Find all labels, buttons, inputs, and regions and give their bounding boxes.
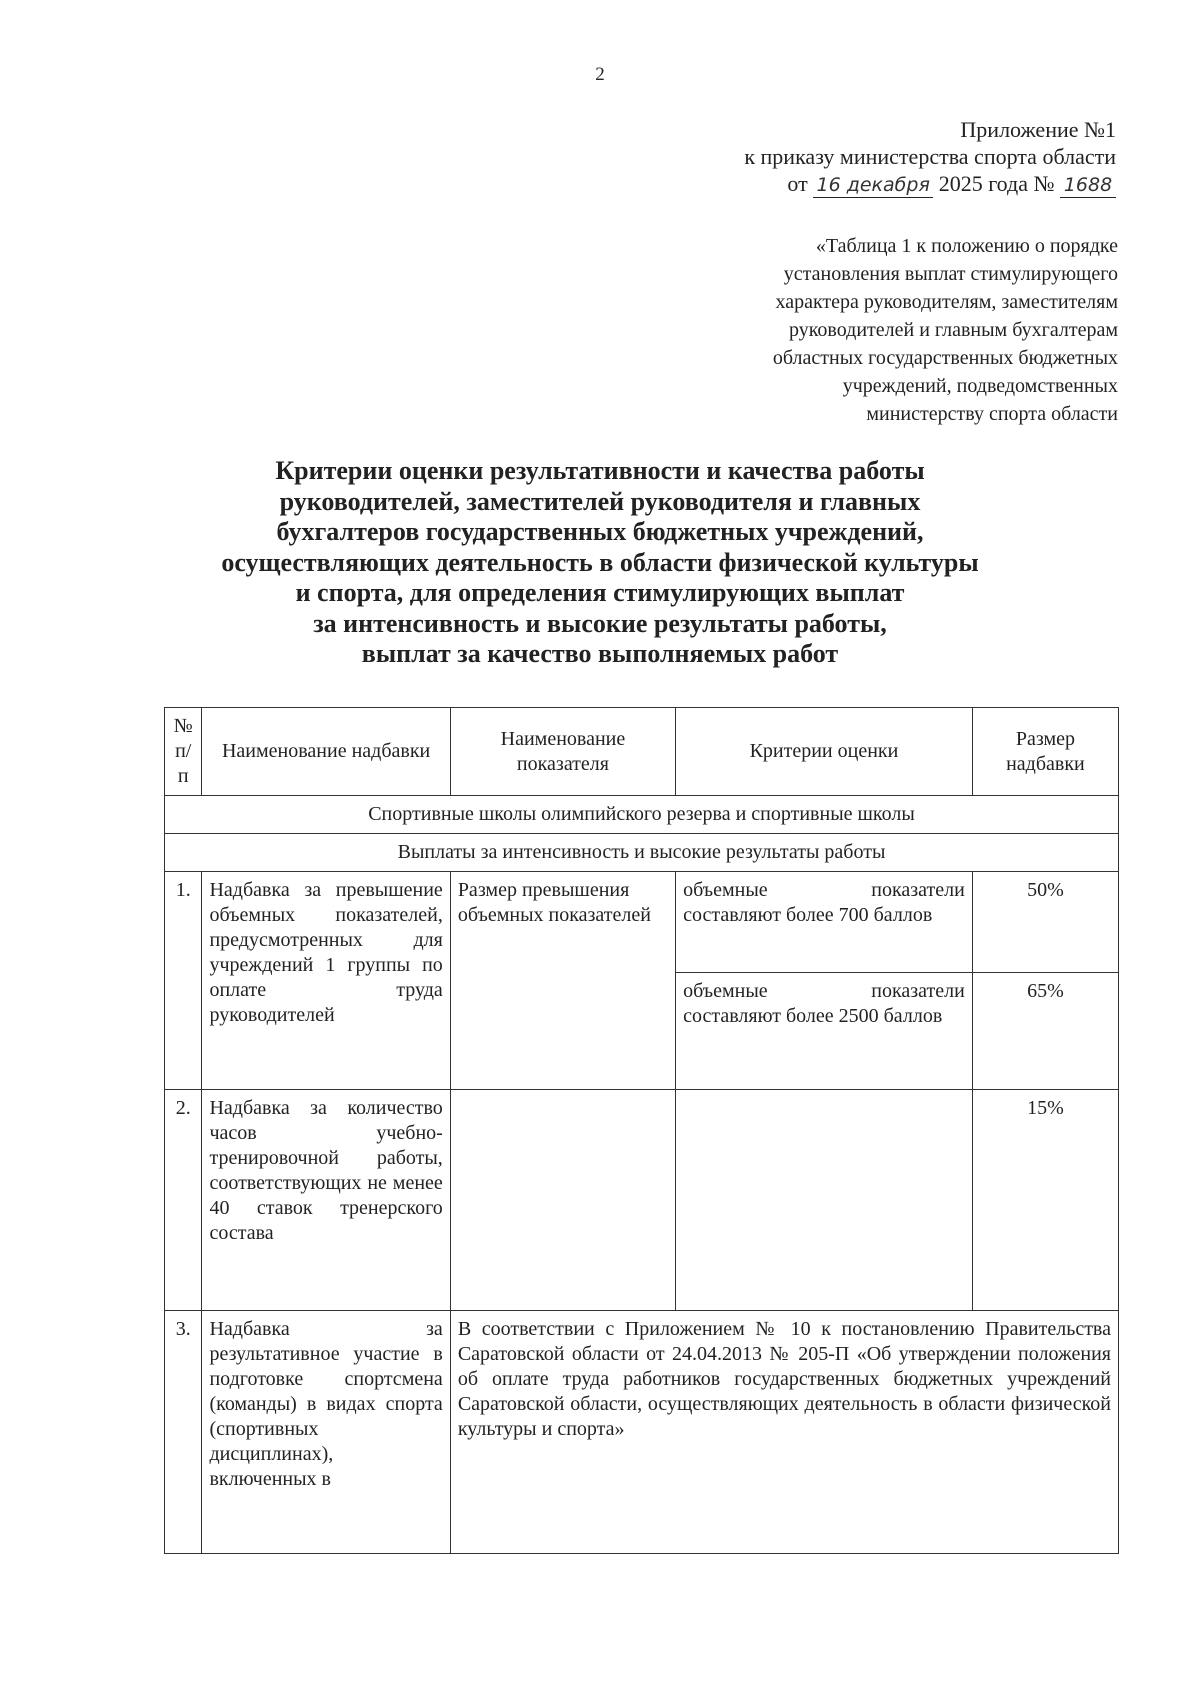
row-merged-text: В соответствии с Приложением № 10 к постановлению Правительства Саратовской области от 24.04.2013 № 205-П «Об утверждении положения об оплате труда работников государственных бюджетных учреждений Саратовской области, осуществляющих деятельность в области физической культуры и спорта» [450,1311,1118,1554]
appendix-date-line [744,170,1116,198]
title-line: Критерии оценки результативности и качества работы [275,456,925,485]
row-criteria [676,1090,973,1311]
table-row [165,1311,1119,1554]
header-size: Размер надбавки [972,708,1118,796]
row-name: Надбавка за количество часов учебно-тренировочной работы, соответствующих не менее 40 ставок тренерского состава [202,1090,450,1311]
section-row [165,834,1119,872]
row-number: 2. [165,1090,202,1311]
section-payments: Выплаты за интенсивность и высокие результаты работы [165,834,1119,872]
appendix-block [744,116,1116,198]
handwritten-date: 16 декабря [813,173,933,198]
header-num: № п/п [165,708,202,796]
title-line: и спорта, для определения стимулирующих выплат [295,578,905,607]
caption-line: характера руководителям, заместителям [775,291,1118,313]
row-size: 50% [972,872,1118,973]
table-row [165,1090,1119,1311]
row-size: 15% [972,1090,1118,1311]
table-row [165,872,1119,973]
row-indicator: Размер превышения объемных показателей [450,872,675,1090]
title-line: руководителей, заместителей руководителя и главных [279,486,921,516]
table-header-row [165,708,1119,796]
row-number: 1. [165,872,202,1090]
page-number: 2 [595,64,605,85]
title-line: бухгалтеров государственных бюджетных учреждений, [276,517,924,546]
appendix-title: Приложение №1 [960,117,1116,142]
title-line: выплат за качество выполняемых работ [361,639,839,668]
row-size: 65% [972,973,1118,1090]
header-indicator: Наименование показателя [450,708,675,796]
header-name: Наименование надбавки [202,708,450,796]
handwritten-number: 1688 [1060,173,1116,198]
row-indicator [450,1090,675,1311]
title-line: за интенсивность и высокие результаты работы, [313,608,887,638]
caption-line: областных государственных бюджетных [772,347,1118,369]
caption-line: установления выплат стимулирующего [783,263,1118,285]
row-criteria: объемные показатели составляют более 700 баллов [676,872,973,973]
row-name: Надбавка за результативное участие в подготовке спортсмена (команды) в видах спорта (спортивных дисциплинах), включенных в [202,1311,450,1554]
appendix-order-ref: к приказу министерства спорта области [744,144,1116,169]
section-row [165,796,1119,834]
caption-line: «Таблица 1 к положению о порядке [815,235,1118,257]
section-schools: Спортивные школы олимпийского резерва и спортивные школы [165,796,1119,834]
row-name: Надбавка за превышение объемных показателей, предусмотренных для учреждений 1 группы по оплате труда руководителей [202,872,450,1090]
table-caption [773,232,1118,428]
year-text: 2025 года № [938,171,1055,196]
caption-line: учреждений, подведомственных [842,375,1118,397]
criteria-table [164,707,1119,1554]
row-number: 3. [165,1311,202,1554]
date-prefix: от [787,171,808,196]
document-title [150,456,1050,670]
header-criteria: Критерии оценки [676,708,973,796]
row-criteria: объемные показатели составляют более 2500 баллов [676,973,973,1090]
caption-line: руководителей и главным бухгалтерам [788,319,1118,341]
caption-line: министерству спорта области [866,403,1118,425]
title-line: осуществляющих деятельность в области физической культуры [221,547,979,577]
